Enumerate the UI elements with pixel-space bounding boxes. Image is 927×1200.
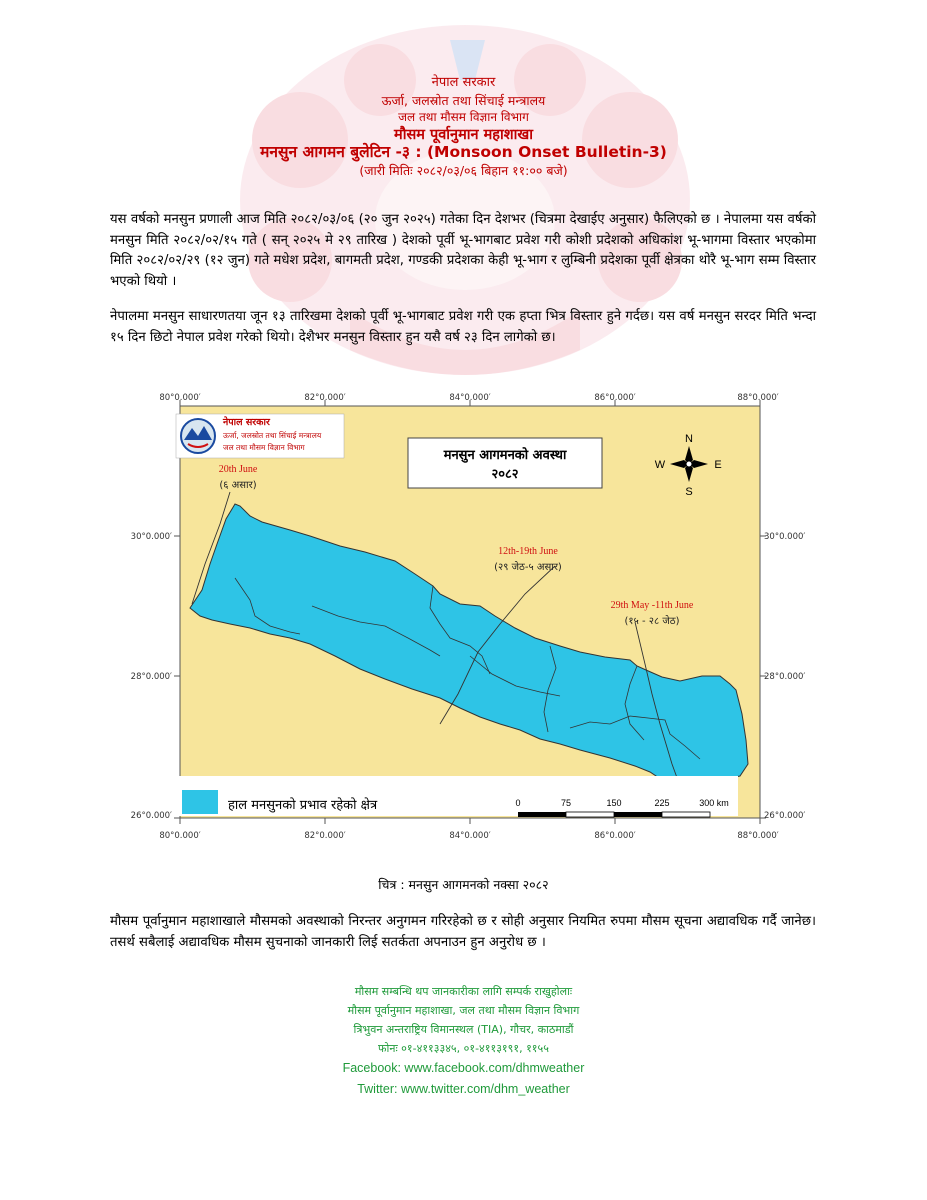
compass-south: S xyxy=(685,486,693,498)
lat-label-right-1: 28°0.000′ xyxy=(764,672,806,682)
lat-label-right-2: 26°0.000′ xyxy=(764,811,806,821)
paragraph-2: नेपालमा मनसुन साधारणतया जून १३ तारिखमा देशको पूर्वी भू-भागबाट प्रवेश गरी एक हप्ता भित्र विस्तार हुने गर्दछ। यस वर्ष मनसुन सरदर मिति भन्दा १५ दिन छिटो नेपाल प्रवेश गरेको थियो। देशैभर मनसुन विस्तार हुन यसै वर्ष २३ दिन लागेको छ। xyxy=(110,309,816,345)
header-ministry: ऊर्जा, जलस्रोत तथा सिंचाई मन्त्रालय xyxy=(381,92,546,108)
lat-label-left-0: 30°0.000′ xyxy=(130,532,172,542)
footer-contact-intro: मौसम सम्बन्धि थप जानकारीका लागि सम्पर्क राखुहोलाः xyxy=(354,985,573,998)
scale-label-300: 300 km xyxy=(699,798,729,808)
footer-address: त्रिभुवन अन्तराष्ट्रिय विमानस्थल (TIA), गौचर, काठमाडौं xyxy=(353,1023,574,1036)
lat-label-right-0: 30°0.000′ xyxy=(764,532,806,542)
scale-label-0: 0 xyxy=(515,798,521,808)
paragraph-1: यस वर्षको मनसुन प्रणाली आज मिति २०८२/०३/०६ (२० जुन २०२५) गतेका दिन देशभर (चित्रमा देखाईए अनुसार) फैलिएको छ । नेपालमा यस वर्षको मनसुन मिति २०८२/०२/१५ गते ( सन् २०२५ मे २९ तारिख ) देशको पूर्वी भू-भागबाट प्रवेश गरी कोशी प्रदेशको अधिकांश भू-भागमा विस्तार भएकोमा मिति २०८२/०२/२९ (१२ जुन) गते मधेश प्रदेश, बागमती प्रदेश, गण्डकी प्रदेशका केही भू-भाग र लुम्बिनी प्रदेशका पूर्वी क्षेत्रका थोरै भू-भाग सम्म विस्तार भएको थियो । xyxy=(110,212,816,289)
logo-line-1: नेपाल सरकार xyxy=(223,417,270,428)
monsoon-onset-map xyxy=(130,393,806,854)
lon-label-top-2: 84°0.000′ xyxy=(449,393,491,403)
logo-line-3: जल तथा मौसम विज्ञान विभाग xyxy=(223,443,305,452)
map-title-box xyxy=(408,438,602,488)
compass-east: E xyxy=(714,459,722,471)
lat-label-left-2: 26°0.000′ xyxy=(130,811,172,821)
legend-label: हाल मनसुनको प्रभाव रहेको क्षेत्र xyxy=(228,798,378,813)
lon-label-top-4: 88°0.000′ xyxy=(737,393,779,403)
logo-line-2: ऊर्जा, जलस्रोत तथा सिंचाई मन्त्रालय xyxy=(223,431,322,440)
lon-label-top-3: 86°0.000′ xyxy=(594,393,636,403)
issue-date: (जारी मितिः २०८२/०३/०६ बिहान ११:०० बजे) xyxy=(359,162,568,178)
lon-label-bottom-2: 84°0.000′ xyxy=(449,831,491,841)
lon-label-bottom-1: 82°0.000′ xyxy=(304,831,346,841)
scale-label-225: 225 xyxy=(654,798,670,808)
lat-label-left-1: 28°0.000′ xyxy=(130,672,172,682)
bulletin-header xyxy=(0,74,927,179)
annotation-1-date: 20th June xyxy=(218,464,258,475)
lon-label-bottom-0: 80°0.000′ xyxy=(159,831,201,841)
twitter-link[interactable]: Twitter: www.twitter.com/dhm_weather xyxy=(357,1082,570,1096)
footer-phone: फोनः ०१-४११३३४५, ०१-४११३१९१, ११५५ xyxy=(378,1042,549,1055)
paragraph-3: मौसम पूर्वानुमान महाशाखाले मौसमको अवस्थाको निरन्तर अनुगमन गरिरहेको छ र सोही अनुसार नियमित रुपमा मौसम सूचना अद्यावधिक गर्दै जानेछ। तसर्थ सबैलाई अद्यावधिक मौसम सुचनाको जानकारी लिई सतर्कता अपनाउन हुन अनुरोध छ । xyxy=(110,914,816,950)
contact-footer xyxy=(0,982,927,1100)
header-department: जल तथा मौसम विज्ञान विभाग xyxy=(398,110,529,124)
annotation-2-date: 12th-19th June xyxy=(498,546,558,557)
lon-label-top-1: 82°0.000′ xyxy=(304,393,346,403)
dhm-logo-box xyxy=(176,414,344,458)
lon-label-top-0: 80°0.000′ xyxy=(159,393,201,403)
lon-label-bottom-3: 86°0.000′ xyxy=(594,831,636,841)
footer-division: मौसम पूर्वानुमान महाशाखा, जल तथा मौसम विज्ञान विभाग xyxy=(347,1004,580,1017)
legend-swatch xyxy=(182,790,218,814)
annotation-2-nepali: (२९ जेठ-५ असार) xyxy=(494,562,562,573)
scale-label-150: 150 xyxy=(606,798,622,808)
compass-west: W xyxy=(654,459,666,471)
map-title-line2: २०८२ xyxy=(491,467,519,482)
header-division: मौसम पूर्वानुमान महाशाखा xyxy=(394,126,533,143)
compass-north: N xyxy=(685,433,693,445)
map-caption: चित्र : मनसुन आगमनको नक्सा २०८२ xyxy=(378,877,549,892)
facebook-link[interactable]: Facebook: www.facebook.com/dhmweather xyxy=(342,1061,585,1075)
scale-label-75: 75 xyxy=(560,798,572,808)
map-title-line1: मनसुन आगमनको अवस्था xyxy=(443,448,567,463)
header-government: नेपाल सरकार xyxy=(431,75,496,90)
annotation-1-nepali: (६ असार) xyxy=(219,480,257,491)
map-legend xyxy=(178,776,738,816)
annotation-3-nepali: (१५ - २८ जेठ) xyxy=(624,616,680,627)
lon-label-bottom-4: 88°0.000′ xyxy=(737,831,779,841)
bulletin-title: मनसुन आगमन बुलेटिन -३ : (Monsoon Onset Bulletin-3) xyxy=(260,143,667,161)
annotation-3-date: 29th May -11th June xyxy=(610,600,694,611)
